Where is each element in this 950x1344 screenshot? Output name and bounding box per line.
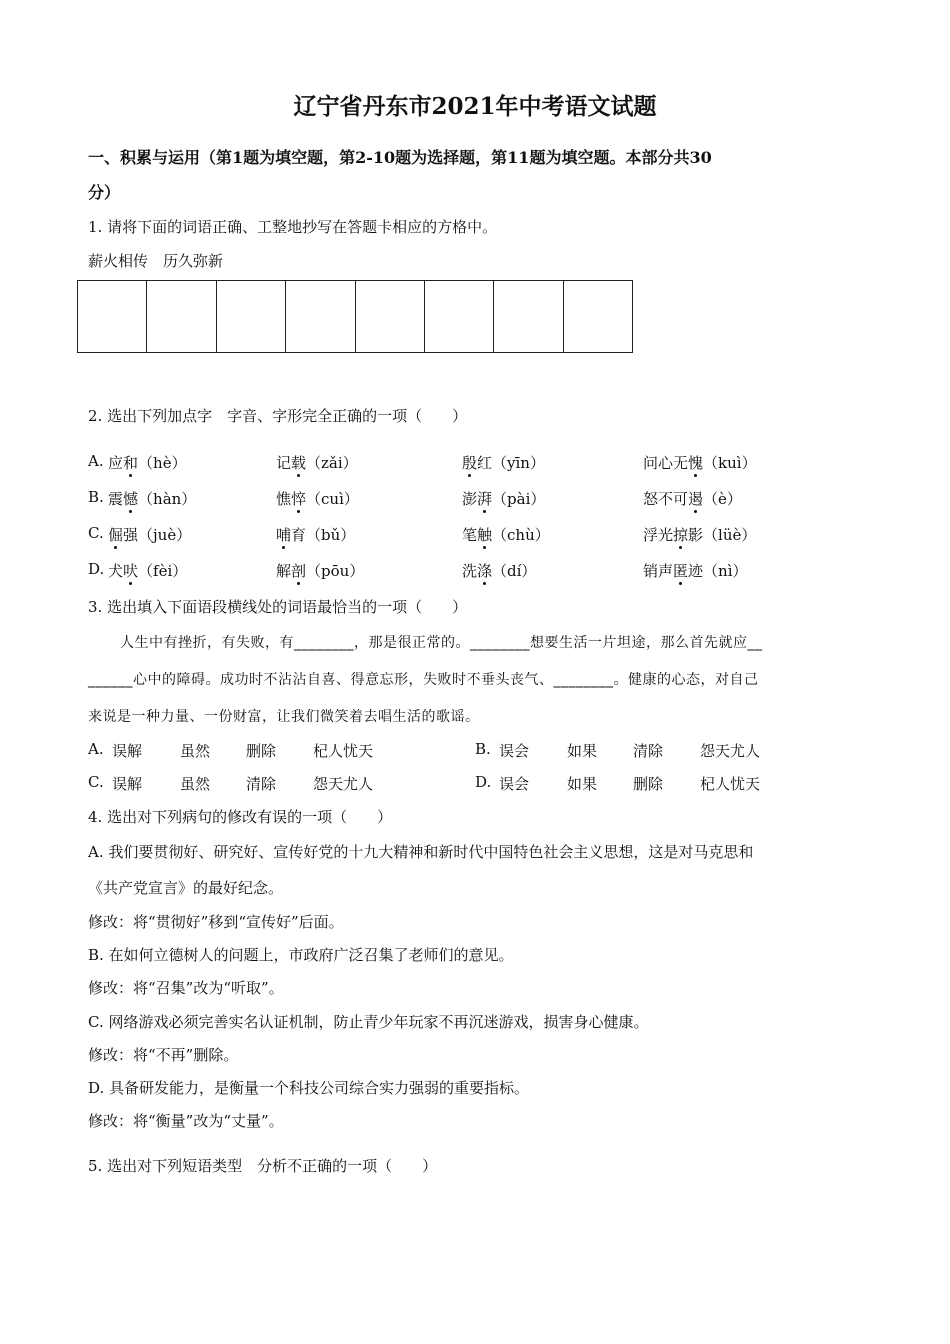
dotted-character: 憾 bbox=[123, 490, 139, 508]
option-text-prefix: 犬 bbox=[108, 562, 124, 580]
dotted-character: 涤 bbox=[477, 562, 493, 580]
option-item bbox=[462, 524, 550, 545]
question-4-option-b-fix: 修改：将“召集”改为“听取”。 bbox=[88, 979, 284, 997]
option-word: 误会 bbox=[499, 742, 530, 760]
dotted-character: 掠 bbox=[673, 526, 689, 544]
option-word: 删除 bbox=[633, 775, 664, 793]
option-item bbox=[643, 488, 742, 509]
option-text-suffix: （fèi） bbox=[138, 562, 188, 580]
dotted-character: 湃 bbox=[477, 490, 493, 508]
answer-box[interactable] bbox=[78, 280, 147, 353]
option-item bbox=[643, 452, 757, 473]
dotted-character: 遏 bbox=[688, 490, 704, 508]
dotted-character: 匿 bbox=[673, 562, 689, 580]
option-text-suffix: （dí） bbox=[492, 562, 537, 580]
option-text-prefix: 记 bbox=[276, 454, 292, 472]
dotted-character: 载 bbox=[291, 454, 307, 472]
question-3-passage-line1: 人生中有挫折，有失败，有________，那是很正常的。________想要生活一片坦途，那么首先就应__ bbox=[120, 635, 763, 651]
question-1-phrase: 薪火相传 历久弥新 bbox=[88, 252, 224, 270]
section-heading-line2: 分） bbox=[88, 183, 121, 202]
option-word: 怨天尤人 bbox=[700, 742, 761, 760]
question-4-option-a-fix: 修改：将“贯彻好”移到“宣传好”后面。 bbox=[88, 913, 344, 931]
question-5-stem: 5. 选出对下列短语类型 分析不正确的一项（ ） bbox=[88, 1157, 438, 1175]
answer-box[interactable] bbox=[356, 280, 425, 353]
option-text-prefix: 浮光 bbox=[643, 526, 674, 544]
option-item bbox=[108, 560, 187, 581]
option-text-prefix: 笔 bbox=[462, 526, 478, 544]
answer-box[interactable] bbox=[147, 280, 216, 353]
option-text-prefix: 问心无 bbox=[643, 454, 689, 472]
option-text-suffix: 强（juè） bbox=[123, 526, 192, 544]
option-item bbox=[643, 524, 756, 545]
option-text-prefix: 销声 bbox=[643, 562, 674, 580]
question-4-option-a-line2: 《共产党宣言》的最好纪念。 bbox=[88, 879, 284, 897]
option-text-suffix: （pōu） bbox=[306, 562, 365, 580]
dotted-character: 触 bbox=[477, 526, 493, 544]
option-word: 杞人忧天 bbox=[700, 775, 761, 793]
option-item bbox=[276, 560, 364, 581]
question-3-passage-line2: ______心中的障碍。成功时不沾沾自喜、得意忘形，失败时不垂头丧气、________。健康的心态，对自己 bbox=[88, 672, 759, 688]
option-item bbox=[276, 524, 355, 545]
option-item bbox=[108, 488, 196, 509]
option-word: 清除 bbox=[633, 742, 664, 760]
question-1-stem: 1. 请将下面的词语正确、工整地抄写在答题卡相应的方格中。 bbox=[88, 218, 498, 236]
option-text-suffix: 影（lüè） bbox=[688, 526, 757, 544]
answer-box[interactable] bbox=[564, 280, 633, 353]
dotted-character: 和 bbox=[123, 454, 139, 472]
option-text-suffix: 红（yīn） bbox=[477, 454, 545, 472]
option-item bbox=[462, 488, 545, 509]
option-letter: C. bbox=[88, 773, 104, 791]
option-letter: A. bbox=[88, 740, 104, 758]
question-2-stem: 2. 选出下列加点字 字音、字形完全正确的一项（ ） bbox=[88, 407, 468, 425]
option-text-prefix: 澎 bbox=[462, 490, 478, 508]
question-4-option-a-line1: A. 我们要贯彻好、研究好、宣传好党的十九大精神和新时代中国特色社会主义思想，这是对马克思和 bbox=[88, 843, 754, 861]
option-text-suffix: （è） bbox=[703, 490, 742, 508]
question-4-option-d-fix: 修改：将“衡量”改为“丈量”。 bbox=[88, 1112, 284, 1130]
option-item bbox=[108, 452, 187, 473]
option-letter: C. bbox=[88, 524, 104, 542]
option-text-prefix: 洗 bbox=[462, 562, 478, 580]
option-word: 误解 bbox=[112, 742, 143, 760]
option-item bbox=[462, 560, 536, 581]
answer-box[interactable] bbox=[425, 280, 494, 353]
answer-box[interactable] bbox=[494, 280, 563, 353]
option-text-suffix: （chù） bbox=[492, 526, 550, 544]
option-text-prefix: 憔 bbox=[276, 490, 292, 508]
option-word: 误会 bbox=[499, 775, 530, 793]
question-4-option-c-fix: 修改：将“不再”删除。 bbox=[88, 1046, 239, 1064]
answer-box[interactable] bbox=[217, 280, 286, 353]
option-text-suffix: （pài） bbox=[492, 490, 546, 508]
question-4-option-c: C. 网络游戏必须完善实名认证机制，防止青少年玩家不再沉迷游戏，损害身心健康。 bbox=[88, 1013, 649, 1031]
option-word: 虽然 bbox=[180, 775, 211, 793]
answer-box-grid bbox=[77, 280, 633, 353]
option-text-suffix: 育（bǔ） bbox=[291, 526, 356, 544]
dotted-character: 哺 bbox=[276, 526, 292, 544]
option-text-suffix: （hàn） bbox=[138, 490, 197, 508]
option-text-prefix: 解 bbox=[276, 562, 292, 580]
option-word: 误解 bbox=[112, 775, 143, 793]
option-word: 清除 bbox=[246, 775, 277, 793]
option-text-suffix: 迹（nì） bbox=[688, 562, 748, 580]
option-text-prefix: 怒不可 bbox=[643, 490, 689, 508]
option-letter: D. bbox=[475, 773, 492, 791]
option-item bbox=[108, 524, 191, 545]
answer-box[interactable] bbox=[286, 280, 355, 353]
option-text-prefix: 应 bbox=[108, 454, 124, 472]
dotted-character: 愧 bbox=[688, 454, 704, 472]
option-word: 如果 bbox=[567, 775, 598, 793]
question-4-stem: 4. 选出对下列病句的修改有误的一项（ ） bbox=[88, 808, 393, 826]
option-word: 怨天尤人 bbox=[313, 775, 374, 793]
option-text-suffix: （kuì） bbox=[703, 454, 757, 472]
option-letter: A. bbox=[88, 452, 104, 470]
dotted-character: 吠 bbox=[123, 562, 139, 580]
option-letter: B. bbox=[88, 488, 104, 506]
option-word: 杞人忧天 bbox=[313, 742, 374, 760]
option-item bbox=[276, 452, 358, 473]
option-word: 如果 bbox=[567, 742, 598, 760]
option-letter: D. bbox=[88, 560, 105, 578]
page-title: 辽宁省丹东市2021年中考语文试题 bbox=[293, 93, 657, 120]
option-word: 删除 bbox=[246, 742, 277, 760]
question-4-option-b: B. 在如何立德树人的问题上，市政府广泛召集了老师们的意见。 bbox=[88, 946, 514, 964]
option-text-suffix: （cuì） bbox=[306, 490, 359, 508]
question-3-stem: 3. 选出填入下面语段横线处的词语最恰当的一项（ ） bbox=[88, 598, 468, 616]
question-3-passage-line3: 来说是一种力量、一份财富，让我们微笑着去唱生活的歌谣。 bbox=[88, 709, 480, 725]
dotted-character: 剖 bbox=[291, 562, 307, 580]
question-4-option-d: D. 具备研发能力，是衡量一个科技公司综合实力强弱的重要指标。 bbox=[88, 1079, 530, 1097]
option-letter: B. bbox=[475, 740, 491, 758]
option-word: 虽然 bbox=[180, 742, 211, 760]
dotted-character: 殷 bbox=[462, 454, 478, 472]
option-text-suffix: （zǎi） bbox=[306, 454, 358, 472]
section-heading-line1: 一、积累与运用（第1题为填空题，第2-10题为选择题，第11题为填空题。本部分共30 bbox=[88, 148, 712, 167]
dotted-character: 倔 bbox=[108, 526, 124, 544]
dotted-character: 悴 bbox=[291, 490, 307, 508]
option-item bbox=[462, 452, 545, 473]
option-text-suffix: （hè） bbox=[138, 454, 187, 472]
option-text-prefix: 震 bbox=[108, 490, 124, 508]
option-item bbox=[643, 560, 748, 581]
option-item bbox=[276, 488, 359, 509]
